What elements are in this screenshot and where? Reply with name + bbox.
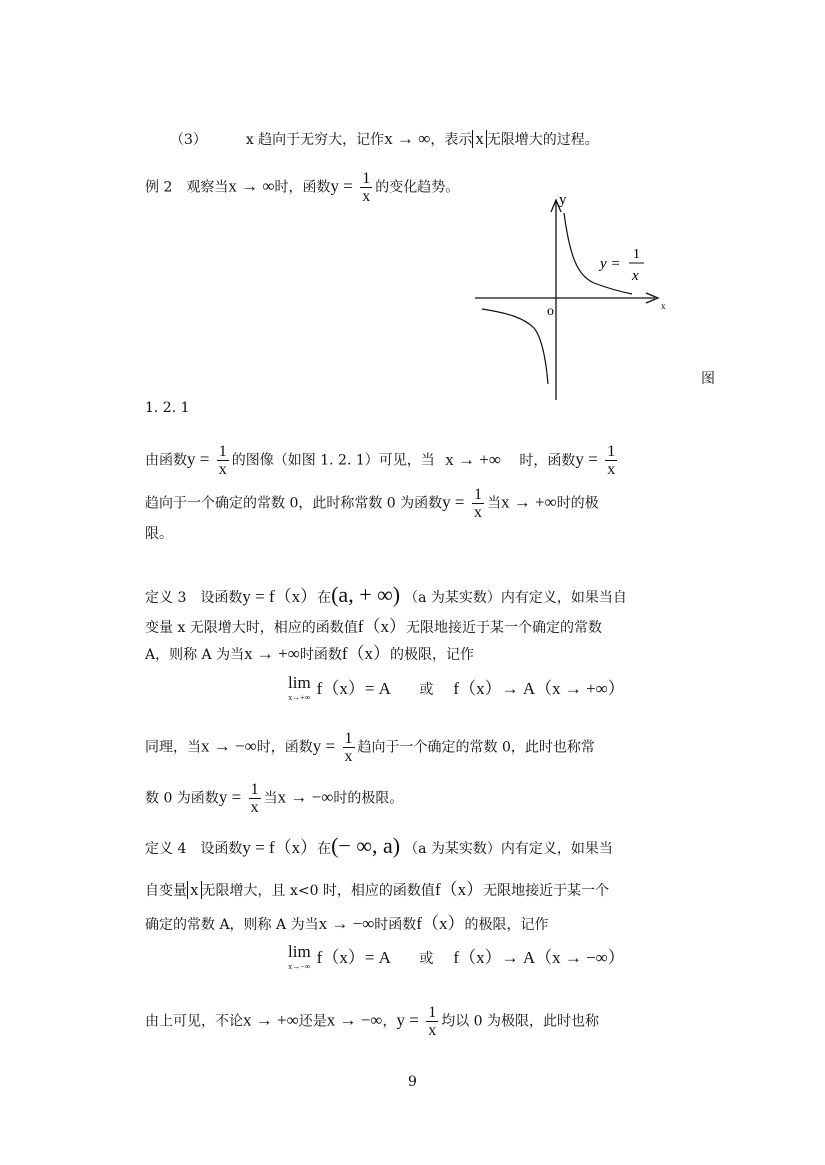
paragraph-line-4: 趋向于一个确定的常数 0，此时称常数 0 为函数y = $\frac{1}{x}$ 当x → +∞时的极 — [145, 486, 599, 521]
origin-label: o — [547, 304, 554, 319]
curve-label-num: 1 — [633, 247, 640, 262]
definition-4-line-1: 定义 4 设函数y = f（x）在(− ∞, a) （a 为某实数）内有定义，如果当 — [145, 833, 613, 858]
x-axis-label: x — [661, 301, 666, 311]
figure-label-part-b: 1. 2. 1 — [145, 400, 190, 416]
limit-formula-minus-inf: lim x→−∞ f（x）= A 或 f（x）→ A（x → −∞） — [288, 942, 625, 971]
fraction-1-over-x: $\frac{1}{x}$ — [473, 486, 482, 521]
limit-formula-plus-inf: lim x→+∞ f（x）= A 或 f（x）→ A（x → +∞） — [288, 673, 625, 702]
case-number: （3） — [170, 132, 207, 148]
paragraph-line-3: 由函数y = $\frac{1}{x}$ 的图像（如图 1. 2. 1）可见，当 x → +∞ 时，函数y = $\frac{1}{x}$ — [145, 443, 616, 478]
fraction-1-over-x: $\frac{1}{x}$ — [250, 781, 259, 816]
abs-x: x — [472, 130, 487, 148]
line-case-3: （3） x 趋向于无穷大，记作x → ∞，表示 x 无限增大的过程。 — [170, 129, 599, 148]
fraction-1-over-x: $\frac{1}{x}$ — [218, 443, 227, 478]
hyperbola-graph — [470, 188, 680, 413]
fraction-1-over-x: $\frac{1}{x}$ — [344, 730, 353, 765]
abs-x: x — [187, 881, 202, 899]
definition-4-line-2: 自变量 x 无限增大，且 x<0 时，相应的函数值f（x）无限地接近于某一个 — [145, 880, 610, 899]
paragraph-line-7: 数 0 为函数y = $\frac{1}{x}$ 当x → −∞时的极限。 — [145, 781, 404, 816]
definition-3-line-1: 定义 3 设函数y = f（x）在(a, + ∞) （a 为某实数）内有定义，如果当自 — [145, 582, 627, 607]
curve-label-lhs: y = — [600, 256, 621, 272]
example-2-heading: 例 2 观察当x → ∞时，函数y = $\frac{1}{x}$ 的变化趋势。 — [145, 170, 460, 205]
hyperbola-right-branch — [564, 213, 632, 294]
fraction-1-over-x: $\frac{1}{x}$ — [362, 170, 371, 205]
paragraph-line-8: 由上可见，不论x → +∞还是x → −∞，y = $\frac{1}{x}$ 均以 0 为极限，此时也称 — [145, 1004, 600, 1039]
hyperbola-left-branch — [482, 309, 548, 384]
paragraph-line-5: 限。 — [145, 526, 173, 542]
paragraph-line-6: 同理，当x → −∞时，函数y = $\frac{1}{x}$ 趋向于一个确定的常数 0，此时也称常 — [145, 730, 595, 765]
interval-neg-inf-a: (− ∞, a) — [331, 833, 401, 858]
figure-label-part-a: 图 — [701, 371, 715, 387]
lim-operator: lim x→−∞ — [288, 942, 311, 971]
curve-label-den: x — [632, 268, 639, 284]
y-axis-label: y — [559, 192, 567, 208]
definition-3-line-3: A，则称 A 为当x → +∞时函数f（x）的极限，记作 — [145, 644, 475, 663]
interval-a-inf: (a, + ∞) — [331, 582, 401, 607]
definition-4-line-3: 确定的常数 A，则称 A 为当x → −∞时函数f（x）的极限，记作 — [145, 914, 549, 933]
lim-operator: lim x→+∞ — [288, 673, 311, 702]
definition-3-line-2: 变量 x 无限增大时，相应的函数值f（x）无限地接近于某一个确定的常数 — [145, 617, 602, 636]
page-number: 9 — [408, 1074, 417, 1090]
fraction-1-over-x: $\frac{1}{x}$ — [428, 1004, 437, 1039]
fraction-1-over-x: $\frac{1}{x}$ — [607, 443, 616, 478]
math-x-to-inf: x → ∞ — [384, 129, 431, 148]
